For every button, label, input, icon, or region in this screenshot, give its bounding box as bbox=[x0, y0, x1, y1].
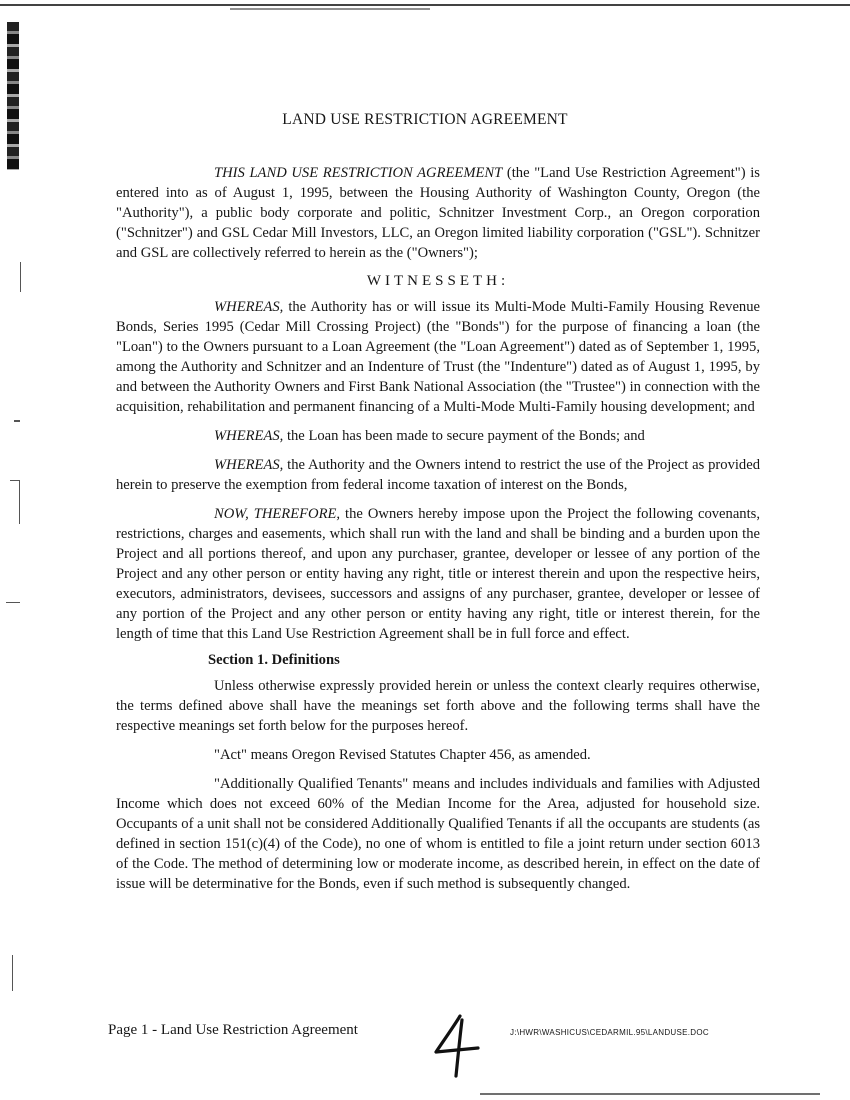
definition-act: "Act" means Oregon Revised Statutes Chapter 456, as amended. bbox=[214, 747, 591, 763]
margin-mark bbox=[12, 955, 13, 991]
scan-artifact-bottom-line bbox=[480, 1093, 820, 1095]
scan-artifact-top-line-2 bbox=[230, 8, 430, 10]
whereas-paragraph-2 bbox=[116, 426, 760, 446]
preamble-text: (the "Land Use Restriction Agreement") is entered into as of August 1, 1995, between the Housing Authority of Washington County, Oregon (the "Authority"), a public body corporate and politic, Schnitzer Investment Corp., an Oregon corporation ("Schnitzer") and GSL Cedar Mill Investors, LLC, an Oregon limited liability corporation ("GSL"). Schnitzer and GSL are collectively referred to herein as the ("Owners"); bbox=[116, 165, 760, 261]
section-1-heading: Section 1. Definitions bbox=[208, 652, 340, 668]
margin-mark bbox=[6, 602, 20, 603]
witnesseth-heading: WITNESSETH: bbox=[366, 273, 510, 289]
margin-mark bbox=[10, 480, 20, 481]
whereas-2-text: the Loan has been made to secure payment of the Bonds; and bbox=[283, 428, 645, 444]
whereas-paragraph-3 bbox=[116, 455, 760, 495]
document-title: LAND USE RESTRICTION AGREEMENT bbox=[282, 111, 568, 128]
handwritten-page-number-4 bbox=[432, 1012, 482, 1080]
margin-mark bbox=[19, 480, 20, 524]
preamble-italic: THIS LAND USE RESTRICTION AGREEMENT bbox=[214, 165, 503, 181]
now-therefore-paragraph bbox=[116, 504, 760, 644]
whereas-2-italic: WHEREAS, bbox=[214, 428, 284, 444]
section-1-intro: Unless otherwise expressly provided herein or unless the context clearly requires otherwise, the terms defined above shall have the meanings set forth above and the following terms shall have the respective meanings set forth below for the purposes hereof. bbox=[116, 678, 760, 734]
now-therefore-text: the Owners hereby impose upon the Project the following covenants, restrictions, charges and easements, which shall run with the land and shall be binding and a burden upon the Project and all portions thereof, and upon any purchaser, grantee, developer or lessee of any portion of the Project and any other person or entity having any right, title or interest therein and upon the respective heirs, executors, administrators, devisees, successors and assigns of any purchaser, grantee, developer or lessee of any portion of the Project and any other person or entity having any right, title or interest therein, for the length of time that this Land Use Restriction Agreement shall be in full force and effect. bbox=[116, 506, 760, 642]
definition-additionally-qualified-tenants: "Additionally Qualified Tenants" means and includes individuals and families with Adjusted Income which does not exceed 60% of the Median Income for the Area, adjusted for household size. Occupants of a unit shall not be considered Additionally Qualified Tenants if all the occupants are students (as defined in section 151(c)(4) of the Code), no one of whom is entitled to file a joint return under section 6013 of the Code. The method of determining low or moderate income, as described herein, in effect on the date of issue will be determinative for the Bonds, even if such method is subsequently changed. bbox=[116, 776, 760, 892]
whereas-paragraph-1 bbox=[116, 297, 760, 417]
margin-mark bbox=[20, 262, 21, 292]
preamble-paragraph bbox=[116, 163, 760, 263]
whereas-3-text: the Authority and the Owners intend to restrict the use of the Project as provided herein to preserve the exemption from federal income taxation of interest on the Bonds, bbox=[116, 457, 760, 493]
binder-edge-strip bbox=[7, 22, 19, 170]
document-body bbox=[116, 163, 760, 894]
now-therefore-italic: NOW, THEREFORE, bbox=[214, 506, 341, 522]
scan-artifact-top-line bbox=[0, 4, 850, 6]
footer-file-path: J:\HWR\WASHICUS\CEDARMIL.95\LANDUSE.DOC bbox=[510, 1028, 709, 1037]
footer-page-label: Page 1 - Land Use Restriction Agreement bbox=[108, 1022, 358, 1038]
whereas-1-text: the Authority has or will issue its Multi-Mode Multi-Family Housing Revenue Bonds, Series 1995 (Cedar Mill Crossing Project) (the "Bonds") for the purpose of financing a loan (the "Loan") to the Owners pursuant to a Loan Agreement (the "Loan Agreement") dated as of September 1, 1995, among the Authority and Schnitzer and an Indenture of Trust (the "Indenture") dated as of August 1, 1995, by and between the Authority Owners and First Bank National Association (the "Trustee") in connection with the acquisition, rehabilitation and permanent financing of a Multi-Mode Multi-Family housing development; and bbox=[116, 299, 760, 415]
whereas-3-italic: WHEREAS, bbox=[214, 457, 284, 473]
whereas-1-italic: WHEREAS, bbox=[214, 299, 284, 315]
margin-mark bbox=[14, 420, 20, 422]
